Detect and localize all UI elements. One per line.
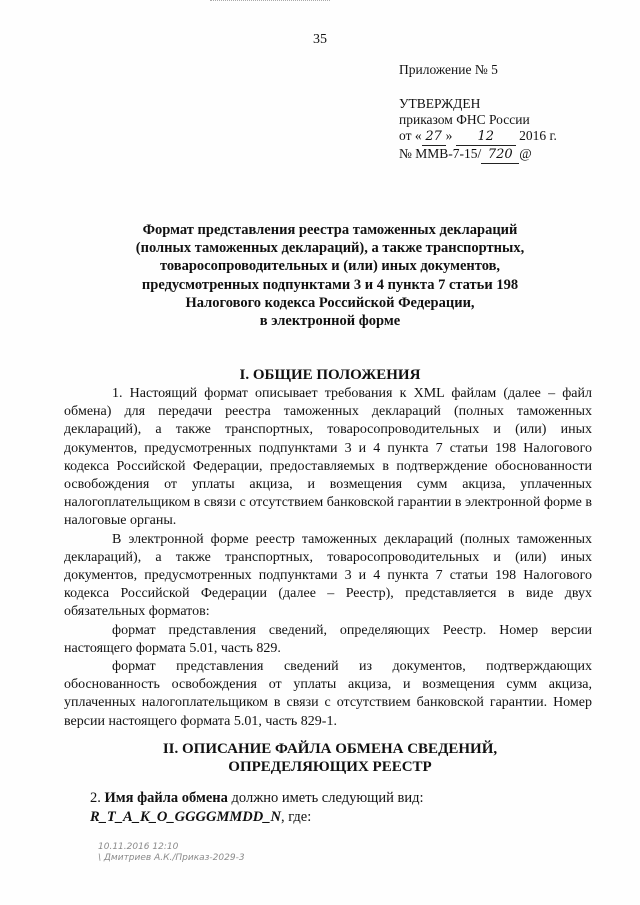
title-line: (полных таможенных деклараций), а также транспортных, <box>135 240 525 257</box>
order-line: приказом ФНС России <box>399 112 530 127</box>
section-heading-file-description <box>70 740 590 776</box>
date-year: 2016 г. <box>515 128 557 143</box>
order-number-handwritten: 720 <box>481 147 519 164</box>
file-name-pattern: R_T_A_K_O_GGGGMMDD_N <box>90 808 281 825</box>
title-line: в электронной форме <box>259 313 401 330</box>
approval-block <box>399 62 557 164</box>
title-line: Формат представления реестра таможенных деклараций <box>142 222 518 238</box>
title-line: предусмотренных подпунктами 3 и 4 пункта 7 статьи 198 <box>141 276 519 293</box>
appendix-label: Приложение № 5 <box>399 62 498 77</box>
order-number-suffix: @ <box>519 146 532 161</box>
paragraph: формат представления сведений, определяющих Реестр. Номер версии настоящего формата 5.01, часть 829. <box>64 622 592 656</box>
approved-label: УТВЕРЖДЕН <box>399 96 481 111</box>
page-number: 35 <box>313 32 327 47</box>
date-line <box>399 128 557 146</box>
title-line: Налогового кодекса Российской Федерации, <box>185 294 475 311</box>
date-mid: » <box>445 128 453 143</box>
file-name-suffix: , где: <box>280 808 312 825</box>
section-heading-line: II. ОПИСАНИЕ ФАЙЛА ОБМЕНА СВЕДЕНИЙ, <box>162 741 498 757</box>
file-name-pattern-line <box>90 808 424 827</box>
item-number: 2. <box>90 790 105 806</box>
registration-stamp <box>98 842 245 864</box>
order-number-prefix: № ММВ-7-15/ <box>399 146 482 161</box>
paragraph: формат представления сведений из документов, подтверждающих обоснованность освобождения от уплаты акциза, и возмещения сумм акциза, уплаченных налогоплательщиком в связи с отсутствием банковской гарантии. Номер версии настоящего формата 5.01, часть 829-1. <box>64 659 592 729</box>
title-line: товаросопроводительных и (или) иных документов, <box>159 258 501 275</box>
file-name-term: Имя файла обмена <box>104 790 228 806</box>
document-title <box>70 221 590 330</box>
stamp-line: 10.11.2016 12:10 <box>98 842 179 852</box>
body-text <box>64 385 592 731</box>
paragraph: В электронной форме реестр таможенных деклараций (полных таможенных деклараций), а также транспортных, товаросопроводительных и (или) иных документов, предусмотренных подпунктами 3 и 4 пункта 7 статьи 198 Налогового кодекса Российской Федерации (далее – Реестр), представляется в виде двух обязательных форматов: <box>64 531 592 620</box>
paragraph: 1. Настоящий формат описывает требования к XML файлам (далее – файл обмена) для передачи реестра таможенных деклараций (полных таможенных деклараций), а также транспортных, товаросопроводительных и (или) иных документов, предусмотренных подпунктами 3 и 4 пункта 7 статьи 198 Налогового кодекса Российской Федерации, предоставляемых в подтверждение обоснованности освобождения от уплаты акциза, и возмещения сумм акциза, уплаченных налогоплательщиком в связи с отсутствием банковской гарантии в электронной форме в налоговые органы. <box>64 386 592 529</box>
file-name-rest: должно иметь следующий вид: <box>227 790 424 806</box>
section-heading-line: ОПРЕДЕЛЯЮЩИХ РЕЕСТР <box>228 759 432 775</box>
date-day-handwritten: 27 <box>422 129 446 146</box>
date-month-handwritten: 12 <box>456 129 516 146</box>
date-prefix: от « <box>399 128 422 143</box>
top-border-line <box>210 0 330 2</box>
order-number-line <box>399 146 557 164</box>
file-name-paragraph <box>90 789 424 826</box>
stamp-line: \ Дмитриев А.К./Приказ-2029-3 <box>98 853 245 863</box>
file-name-intro <box>90 789 424 808</box>
section-heading-general: I. ОБЩИЕ ПОЛОЖЕНИЯ <box>239 367 421 383</box>
